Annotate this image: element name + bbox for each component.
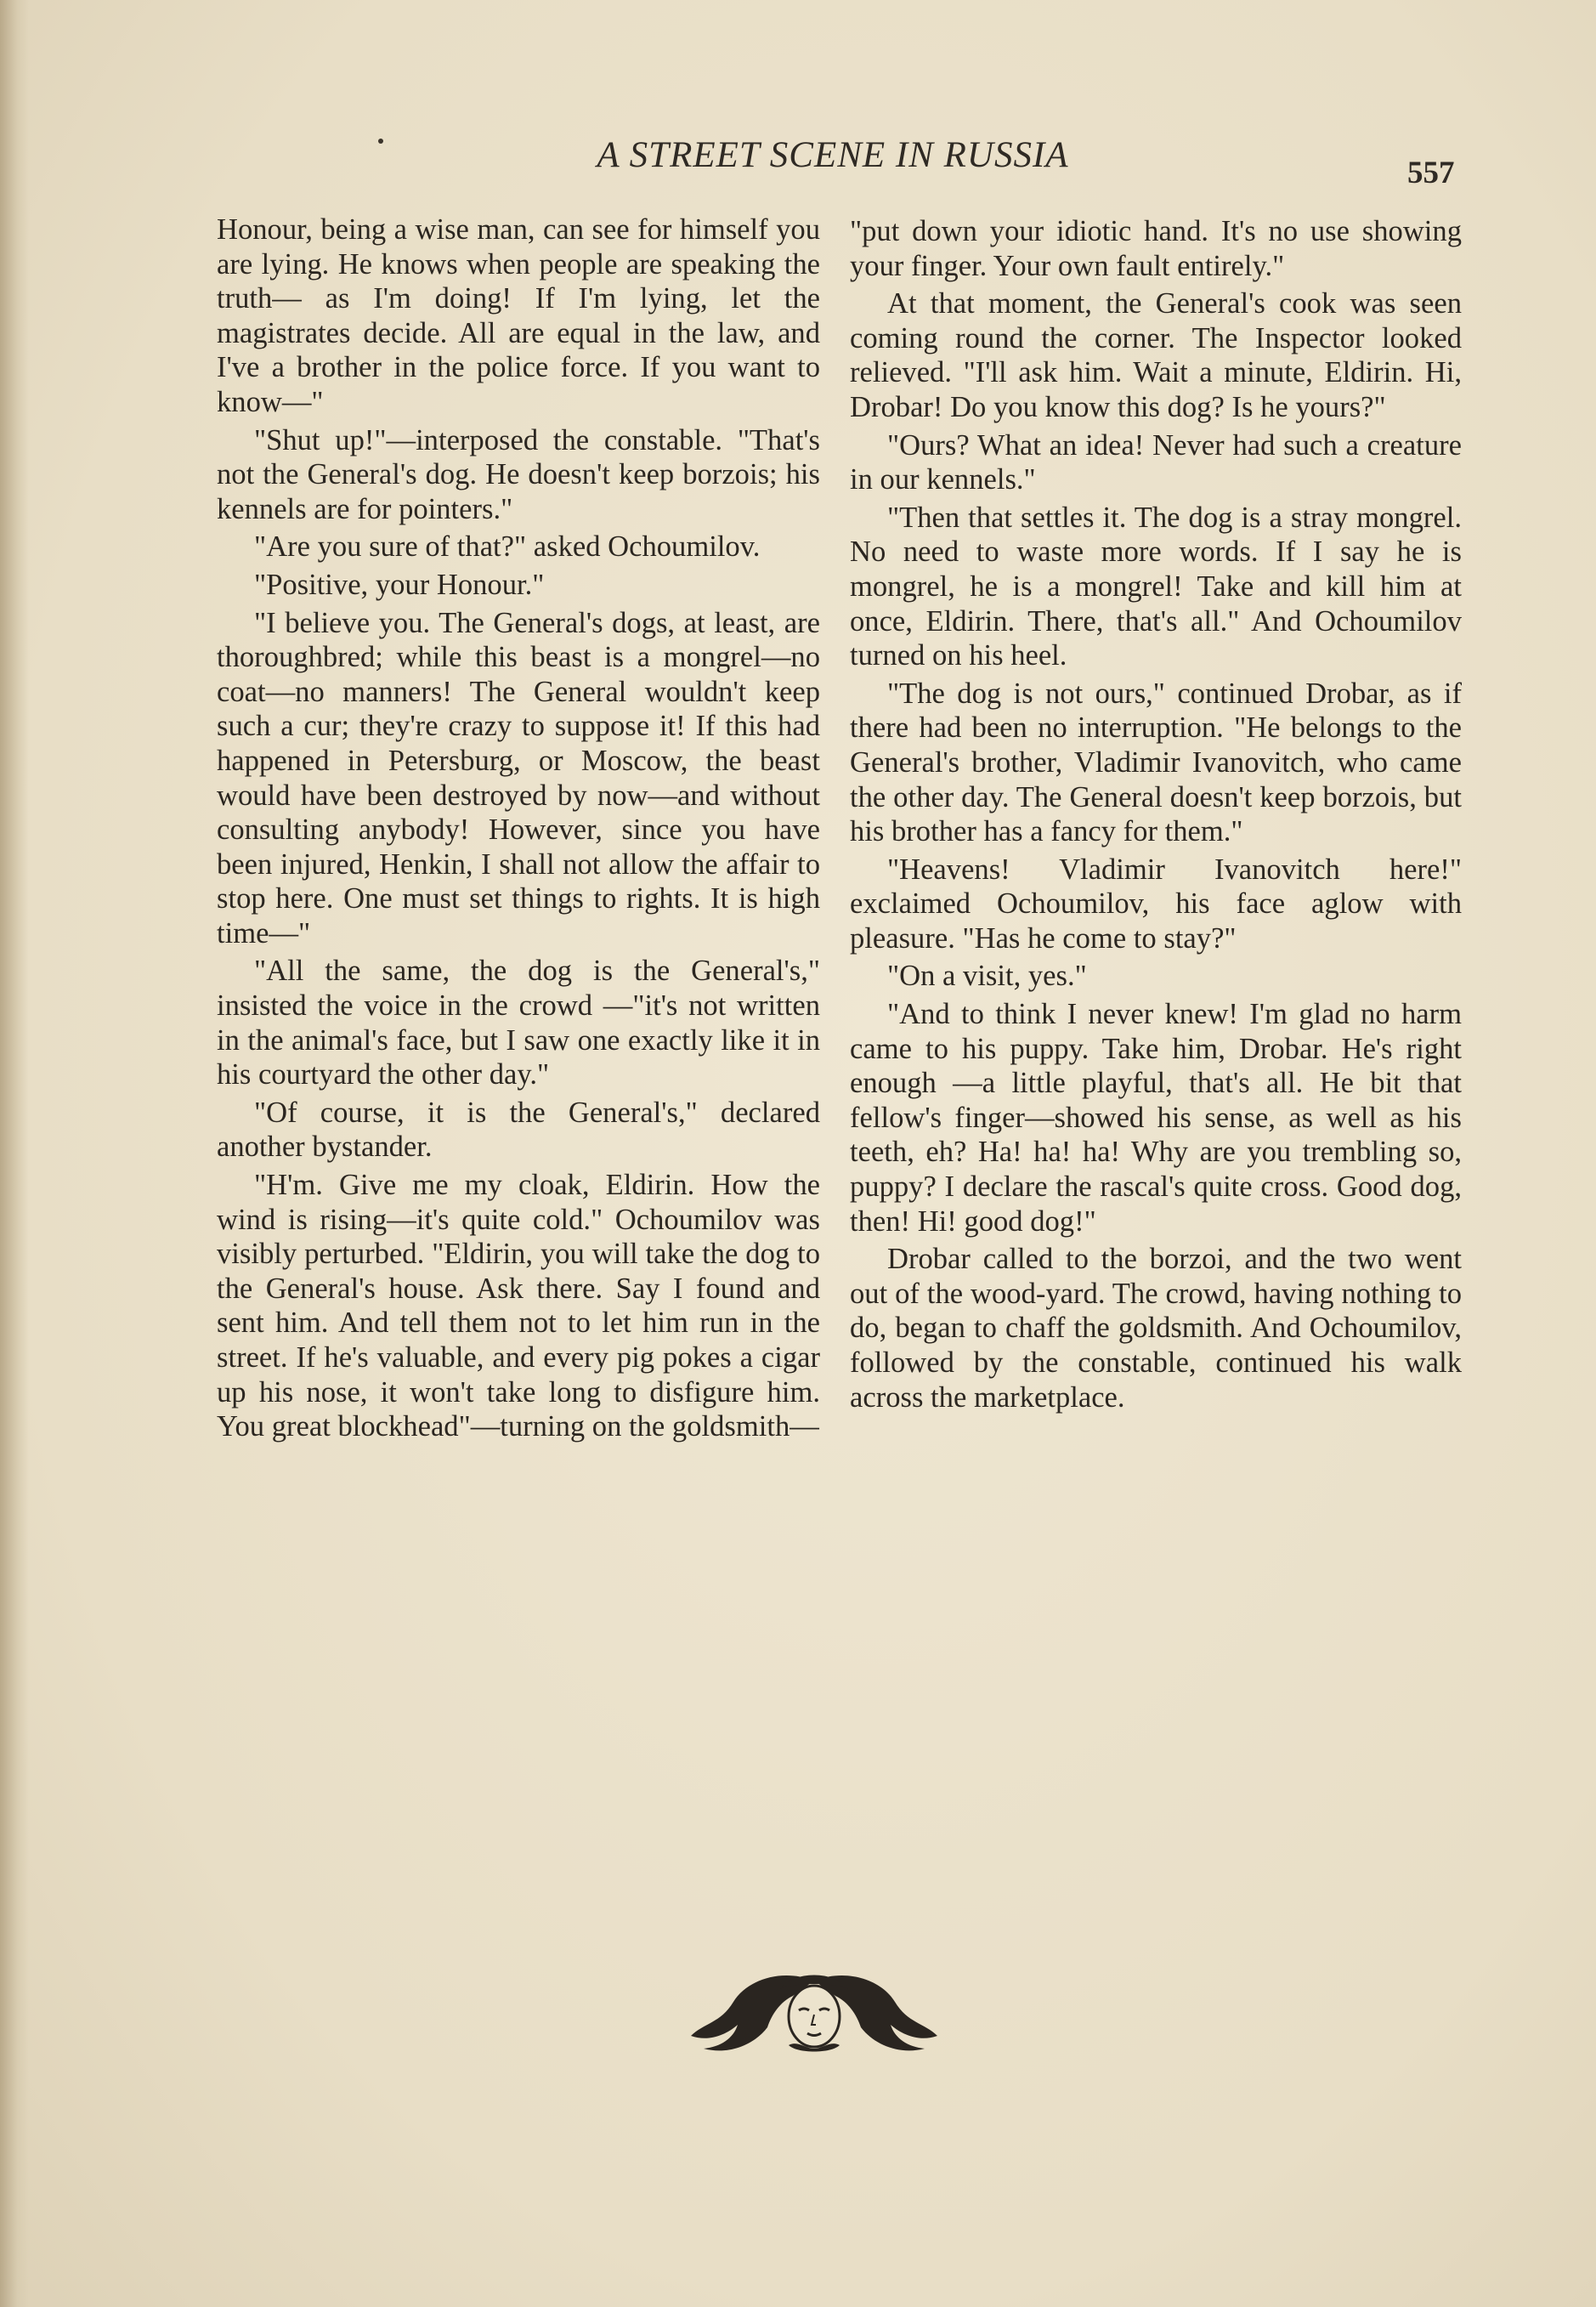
- face-ornament-icon: [687, 1964, 942, 2057]
- paragraph: "And to think I never knew! I'm glad no harm came to his puppy. Take him, Drobar. He's right enough —a little playful, that's all. He bit that fellow's finger—showed his sense, as well as his teeth, eh? Ha! ha! ha! Why are you trembling so, puppy? I declare the rascal's quite cross. Good dog, then! Hi! good dog!": [850, 998, 1462, 1238]
- ink-speck: [378, 139, 383, 144]
- book-spine-shadow: [0, 0, 29, 2307]
- paragraph: "The dog is not ours," continued Drobar, as if there had been no interruption. "He belongs to the General's brother, Vladimir Ivanovitch, who came the other day. The General doesn't keep borzois, but his brother has a fancy for them.": [850, 677, 1462, 848]
- paragraph: "put down your idiotic hand. It's no use showing your finger. Your own fault entirely.": [850, 215, 1462, 282]
- paragraph: At that moment, the General's cook was seen coming round the corner. The Inspector looked relieved. "I'll ask him. Wait a minute, Eldirin. Hi, Drobar! Do you know this dog? Is he yours?": [850, 287, 1462, 423]
- paragraph: "On a visit, yes.": [887, 960, 1087, 993]
- paragraph: "Then that settles it. The dog is a stray mongrel. No need to waste more words. If I say he is mongrel, he is a mongrel! Take and kill him at once, Eldirin. There, that's all." And Ochoumilov turned on his heel.: [850, 501, 1462, 672]
- left-text-column: [217, 213, 820, 1448]
- page-number: 557: [1407, 156, 1455, 190]
- paragraph: "I believe you. The General's dogs, at least, are thoroughbred; while this beast is a mongrel—no coat—no manners! The General wouldn't keep such a cur; they're crazy to suppose it! If this had happened in Petersburg, or Moscow, the beast would have been destroyed by now—and without consulting anybody! However, since you have been injured, Henkin, I shall not allow the affair to stop here. One must set things to rights. It is high time—": [217, 606, 820, 949]
- paragraph: Drobar called to the borzoi, and the two went out of the wood-yard. The crowd, having nothing to do, began to chaff the goldsmith. And Ochoumilov, followed by the constable, continued his walk across the marketplace.: [850, 1243, 1462, 1414]
- paragraph: "Positive, your Honour.": [254, 568, 545, 601]
- paragraph: "All the same, the dog is the General's," insisted the voice in the crowd —"it's not written in the animal's face, but I saw one exactly like it in his courtyard the other day.": [217, 955, 820, 1091]
- paragraph: "Of course, it is the General's," declared another bystander.: [217, 1096, 820, 1164]
- running-header-title: A STREET SCENE IN RUSSIA: [597, 135, 1069, 175]
- paragraph: "H'm. Give me my cloak, Eldirin. How the wind is rising—it's quite cold." Ochoumilov was visibly perturbed. "Eldirin, you will take the dog to the General's house. Ask there. Say I found and sent him. And tell them not to let him run in the street. If he's valuable, and every pig pokes a cigar up his nose, it won't take long to disfigure him. You great blockhead"—turning on the goldsmith—: [217, 1169, 820, 1443]
- paragraph: "Ours? What an idea! Never had such a creature in our kennels.": [850, 428, 1462, 496]
- paragraph: "Heavens! Vladimir Ivanovitch here!" exclaimed Ochoumilov, his face aglow with pleasure. "Has he come to stay?": [850, 853, 1462, 955]
- paragraph: "Are you sure of that?" asked Ochoumilov.: [254, 530, 761, 564]
- paragraph: "Shut up!"—interposed the constable. "That's not the General's dog. He doesn't keep borzois; his kennels are for pointers.": [217, 423, 820, 525]
- paragraph: Honour, being a wise man, can see for himself you are lying. He knows when people are speaking the truth— as I'm doing! If I'm lying, let the magistrates decide. All are equal in the law, and I've a brother in the police force. If you want to know—": [217, 213, 820, 418]
- right-text-column: [850, 214, 1462, 1418]
